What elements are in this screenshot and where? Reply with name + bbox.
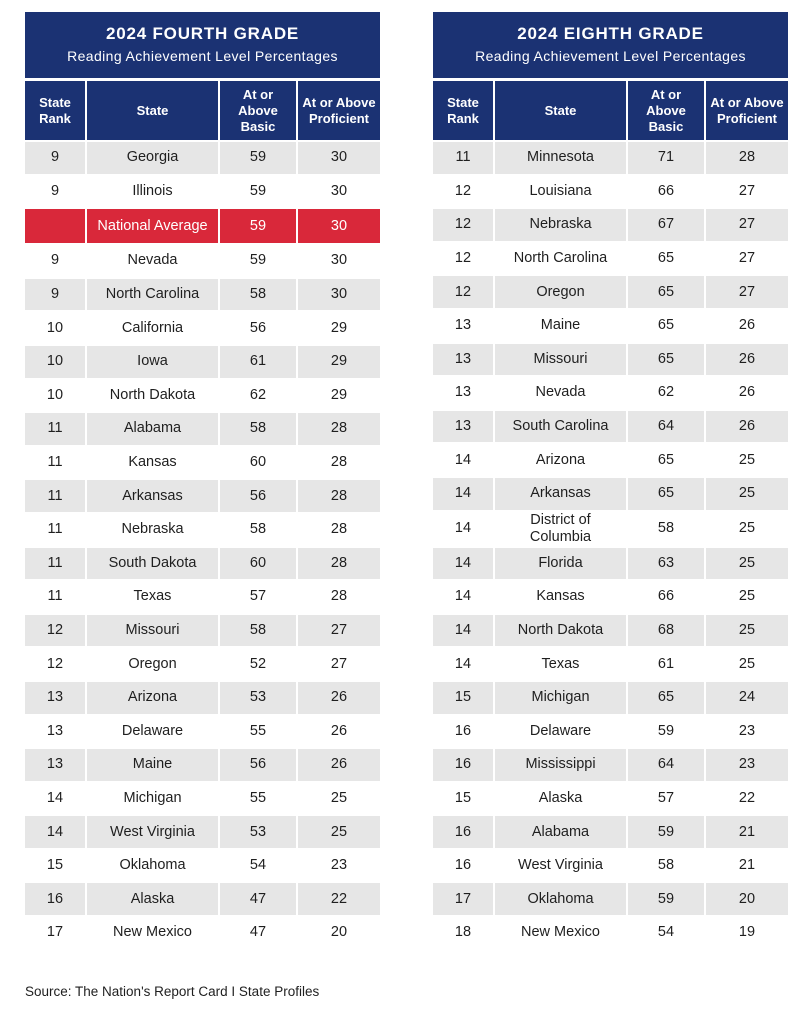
basic-cell: 59 [626,714,704,748]
rank-cell [25,207,85,243]
basic-cell: 61 [626,646,704,680]
table-row [433,442,788,476]
table-row [25,747,380,781]
state-cell: North Dakota [493,613,626,647]
basic-cell: 60 [218,546,296,580]
rank-cell: 16 [433,848,493,882]
rank-cell: 14 [433,646,493,680]
table-row [433,579,788,613]
table-row [25,411,380,445]
basic-cell: 60 [218,445,296,479]
proficient-cell: 28 [296,445,380,479]
rank-cell: 12 [433,207,493,241]
column-header-state: State [493,81,626,140]
table-row [25,646,380,680]
state-cell: Oregon [85,646,218,680]
table-row [433,409,788,443]
table-row [25,546,380,580]
table-row [433,174,788,208]
basic-cell: 58 [218,613,296,647]
rank-cell: 14 [433,442,493,476]
proficient-cell: 30 [296,140,380,174]
state-cell: Texas [85,579,218,613]
proficient-cell: 22 [296,881,380,915]
state-cell: New Mexico [85,915,218,949]
rank-cell: 10 [25,344,85,378]
basic-cell: 67 [626,207,704,241]
proficient-cell: 29 [296,378,380,412]
state-cell: Florida [493,546,626,580]
state-cell: Arkansas [85,478,218,512]
state-cell: Arizona [493,442,626,476]
basic-cell: 58 [218,277,296,311]
basic-cell: 65 [626,476,704,510]
state-cell: South Carolina [493,409,626,443]
state-cell: Kansas [85,445,218,479]
state-cell: West Virginia [85,814,218,848]
basic-cell: 56 [218,478,296,512]
rank-cell: 18 [433,915,493,949]
state-cell: Mississippi [493,747,626,781]
table-row [433,241,788,275]
eighth-grade-header-row [433,81,788,140]
basic-cell: 58 [218,512,296,546]
state-cell: Maine [493,308,626,342]
basic-cell: 68 [626,613,704,647]
proficient-cell: 23 [704,747,788,781]
table-row [25,781,380,815]
proficient-cell: 26 [704,342,788,376]
proficient-cell: 28 [296,546,380,580]
table-row [433,375,788,409]
table-row [25,140,380,174]
fourth-grade-subtitle: Reading Achievement Level Percentages [67,48,338,64]
table-row [25,445,380,479]
proficient-cell: 20 [704,881,788,915]
proficient-cell: 23 [704,714,788,748]
eighth-grade-panel [433,12,788,949]
basic-cell: 59 [218,207,296,243]
basic-cell: 58 [218,411,296,445]
basic-cell: 65 [626,342,704,376]
rank-cell: 17 [433,881,493,915]
proficient-cell: 27 [704,274,788,308]
proficient-cell: 26 [296,747,380,781]
basic-cell: 65 [626,241,704,275]
column-header-basic: At or Above Basic [218,81,296,140]
table-row [25,814,380,848]
proficient-cell: 26 [704,409,788,443]
fourth-grade-title-box [25,12,380,78]
basic-cell: 57 [218,579,296,613]
basic-cell: 53 [218,814,296,848]
column-header-state: State [85,81,218,140]
table-row [433,207,788,241]
proficient-cell: 30 [296,277,380,311]
basic-cell: 62 [626,375,704,409]
state-cell: District of Columbia [493,510,626,546]
table-row [433,747,788,781]
rank-cell: 11 [25,411,85,445]
proficient-cell: 25 [704,613,788,647]
state-cell: Arkansas [493,476,626,510]
state-cell: West Virginia [493,848,626,882]
rank-cell: 11 [25,512,85,546]
basic-cell: 62 [218,378,296,412]
rank-cell: 13 [433,409,493,443]
table-row [433,140,788,174]
rank-cell: 9 [25,277,85,311]
proficient-cell: 24 [704,680,788,714]
table-row [433,915,788,949]
table-row [433,274,788,308]
rank-cell: 13 [433,308,493,342]
state-cell: National Average [85,207,218,243]
proficient-cell: 25 [704,476,788,510]
proficient-cell: 26 [704,308,788,342]
proficient-cell: 19 [704,915,788,949]
basic-cell: 59 [218,174,296,208]
state-cell: Alabama [85,411,218,445]
eighth-grade-title: 2024 EIGHTH GRADE [517,24,704,43]
fourth-grade-header-row [25,81,380,140]
rank-cell: 12 [433,274,493,308]
state-cell: Kansas [493,579,626,613]
table-row [433,308,788,342]
rank-cell: 14 [433,510,493,546]
state-cell: Nebraska [85,512,218,546]
proficient-cell: 25 [704,646,788,680]
proficient-cell: 28 [296,478,380,512]
rank-cell: 14 [25,814,85,848]
rank-cell: 14 [433,613,493,647]
basic-cell: 65 [626,308,704,342]
basic-cell: 64 [626,409,704,443]
table-row [433,814,788,848]
rank-cell: 15 [433,680,493,714]
state-cell: Arizona [85,680,218,714]
proficient-cell: 30 [296,207,380,243]
state-cell: Missouri [85,613,218,647]
basic-cell: 59 [218,243,296,277]
state-cell: Georgia [85,140,218,174]
table-row [25,243,380,277]
proficient-cell: 28 [296,512,380,546]
state-cell: Alaska [493,781,626,815]
basic-cell: 63 [626,546,704,580]
proficient-cell: 25 [296,781,380,815]
rank-cell: 13 [433,342,493,376]
column-header-proficient: At or Above Proficient [296,81,380,140]
table-row [25,378,380,412]
basic-cell: 64 [626,747,704,781]
table-row [433,510,788,546]
proficient-cell: 30 [296,174,380,208]
proficient-cell: 25 [704,442,788,476]
proficient-cell: 29 [296,344,380,378]
basic-cell: 56 [218,747,296,781]
rank-cell: 16 [433,814,493,848]
rank-cell: 14 [25,781,85,815]
table-row [25,881,380,915]
rank-cell: 11 [25,478,85,512]
fourth-grade-table [25,81,380,949]
rank-cell: 13 [25,680,85,714]
column-header-proficient: At or Above Proficient [704,81,788,140]
proficient-cell: 27 [296,613,380,647]
table-row [25,512,380,546]
table-row [25,680,380,714]
state-cell: Iowa [85,344,218,378]
state-cell: Nevada [85,243,218,277]
eighth-grade-table [433,81,788,949]
rank-cell: 11 [25,546,85,580]
rank-cell: 16 [433,714,493,748]
table-row [25,915,380,949]
fourth-grade-title: 2024 FOURTH GRADE [105,24,300,43]
state-cell: Texas [493,646,626,680]
basic-cell: 56 [218,310,296,344]
state-cell: Minnesota [493,140,626,174]
basic-cell: 58 [626,510,704,546]
basic-cell: 54 [626,915,704,949]
basic-cell: 66 [626,579,704,613]
proficient-cell: 25 [704,546,788,580]
rank-cell: 12 [433,241,493,275]
state-cell: Maine [85,747,218,781]
state-cell: New Mexico [493,915,626,949]
rank-cell: 9 [25,174,85,208]
rank-cell: 16 [433,747,493,781]
state-cell: Missouri [493,342,626,376]
fourth-grade-panel [25,12,380,949]
state-cell: Alaska [85,881,218,915]
table-row [433,476,788,510]
table-row [25,310,380,344]
proficient-cell: 26 [296,680,380,714]
state-cell: Nebraska [493,207,626,241]
fourth-grade-rows [25,140,380,949]
table-row [25,174,380,208]
table-row [433,546,788,580]
rank-cell: 13 [25,747,85,781]
basic-cell: 65 [626,680,704,714]
table-row [433,881,788,915]
basic-cell: 55 [218,714,296,748]
state-cell: Alabama [493,814,626,848]
column-header-rank: State Rank [25,81,85,140]
basic-cell: 66 [626,174,704,208]
rank-cell: 11 [25,445,85,479]
table-row [433,680,788,714]
proficient-cell: 29 [296,310,380,344]
table-row [25,613,380,647]
basic-cell: 58 [626,848,704,882]
proficient-cell: 28 [296,411,380,445]
proficient-cell: 28 [704,140,788,174]
table-row [25,579,380,613]
rank-cell: 10 [25,378,85,412]
basic-cell: 54 [218,848,296,882]
state-cell: California [85,310,218,344]
basic-cell: 61 [218,344,296,378]
rank-cell: 13 [25,714,85,748]
proficient-cell: 26 [296,714,380,748]
table-row [433,613,788,647]
column-header-rank: State Rank [433,81,493,140]
state-cell: Oregon [493,274,626,308]
rank-cell: 14 [433,476,493,510]
rank-cell: 9 [25,243,85,277]
source-note: Source: The Nation's Report Card I State Profiles [25,984,320,999]
proficient-cell: 28 [296,579,380,613]
table-row [433,342,788,376]
basic-cell: 47 [218,881,296,915]
basic-cell: 57 [626,781,704,815]
proficient-cell: 27 [296,646,380,680]
basic-cell: 53 [218,680,296,714]
state-cell: North Carolina [493,241,626,275]
rank-cell: 11 [433,140,493,174]
table-row [25,277,380,311]
proficient-cell: 27 [704,207,788,241]
state-cell: Michigan [85,781,218,815]
basic-cell: 59 [626,881,704,915]
national-average-row [25,207,380,243]
table-row [433,781,788,815]
basic-cell: 65 [626,274,704,308]
basic-cell: 65 [626,442,704,476]
proficient-cell: 26 [704,375,788,409]
proficient-cell: 23 [296,848,380,882]
state-cell: Oklahoma [85,848,218,882]
table-row [433,848,788,882]
rank-cell: 15 [25,848,85,882]
state-cell: South Dakota [85,546,218,580]
eighth-grade-rows [433,140,788,949]
basic-cell: 47 [218,915,296,949]
rank-cell: 10 [25,310,85,344]
state-cell: North Dakota [85,378,218,412]
rank-cell: 15 [433,781,493,815]
eighth-grade-subtitle: Reading Achievement Level Percentages [475,48,746,64]
state-cell: Louisiana [493,174,626,208]
basic-cell: 59 [626,814,704,848]
proficient-cell: 25 [704,579,788,613]
state-cell: Oklahoma [493,881,626,915]
basic-cell: 71 [626,140,704,174]
state-cell: Delaware [85,714,218,748]
rank-cell: 9 [25,140,85,174]
proficient-cell: 27 [704,241,788,275]
rank-cell: 12 [25,613,85,647]
rank-cell: 11 [25,579,85,613]
rank-cell: 12 [433,174,493,208]
proficient-cell: 21 [704,814,788,848]
rank-cell: 14 [433,546,493,580]
proficient-cell: 27 [704,174,788,208]
rank-cell: 14 [433,579,493,613]
rank-cell: 13 [433,375,493,409]
proficient-cell: 22 [704,781,788,815]
eighth-grade-title-box [433,12,788,78]
rank-cell: 12 [25,646,85,680]
proficient-cell: 25 [704,510,788,546]
state-cell: North Carolina [85,277,218,311]
column-header-basic: At or Above Basic [626,81,704,140]
state-cell: Nevada [493,375,626,409]
basic-cell: 52 [218,646,296,680]
basic-cell: 55 [218,781,296,815]
proficient-cell: 30 [296,243,380,277]
table-row [433,646,788,680]
state-cell: Delaware [493,714,626,748]
table-row [433,714,788,748]
proficient-cell: 25 [296,814,380,848]
table-row [25,344,380,378]
rank-cell: 16 [25,881,85,915]
state-cell: Michigan [493,680,626,714]
basic-cell: 59 [218,140,296,174]
table-row [25,478,380,512]
rank-cell: 17 [25,915,85,949]
table-row [25,714,380,748]
proficient-cell: 21 [704,848,788,882]
table-row [25,848,380,882]
proficient-cell: 20 [296,915,380,949]
state-cell: Illinois [85,174,218,208]
